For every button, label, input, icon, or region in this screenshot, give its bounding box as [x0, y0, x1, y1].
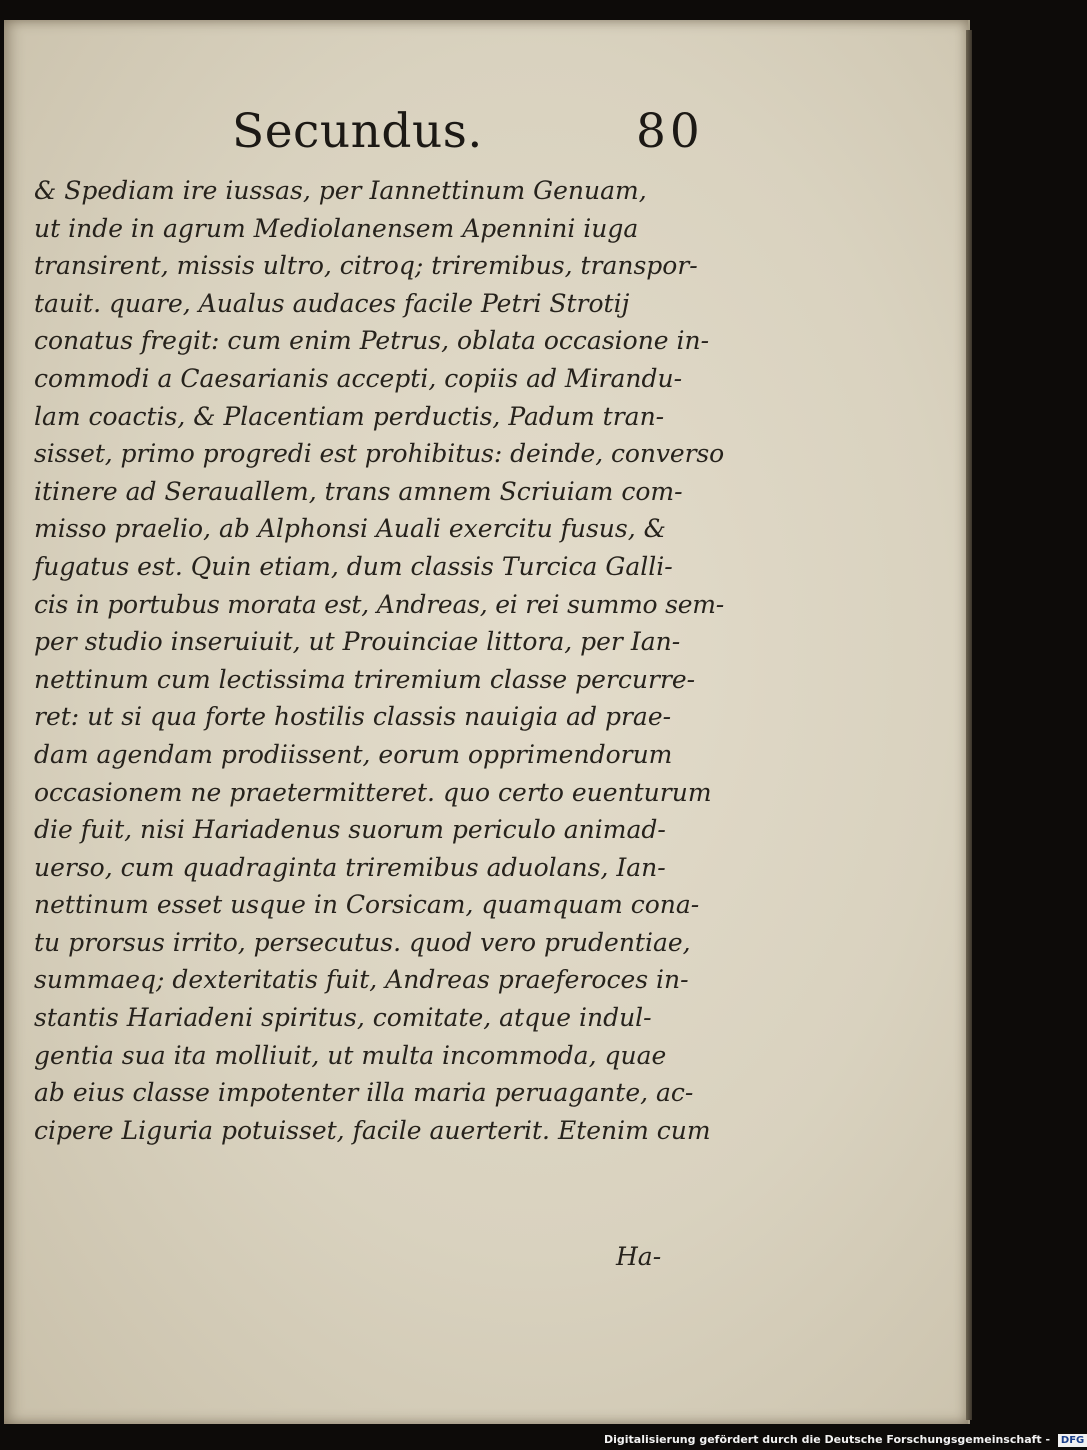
running-title: Secundus.: [232, 104, 483, 159]
page-header: [4, 104, 968, 174]
text-line: tu prorsus irrito, persecutus. quod vero prudentiae,: [34, 927, 691, 957]
page-edge: [966, 30, 972, 1420]
text-line: transirent, missis ultro, citroq; triremibus, transpor-: [34, 251, 698, 281]
text-line: uerso, cum quadraginta triremibus aduolans, Ian-: [34, 852, 666, 882]
text-line: die fuit, nisi Hariadenus suorum periculo animad-: [34, 815, 666, 845]
text-line: gentia sua ita molliuit, ut multa incommoda, quae: [34, 1040, 667, 1070]
credit-text: Digitalisierung gefördert durch die Deutsche Forschungsgemeinschaft -: [604, 1433, 1051, 1446]
text-line: itinere ad Serauallem, trans amnem Scriuiam com-: [34, 476, 683, 506]
text-line: ab eius classe impotenter illa maria peruagante, ac-: [34, 1078, 694, 1108]
text-line: sisset, primo progredi est prohibitus: deinde, converso: [34, 439, 725, 469]
text-line: cipere Liguria potuisset, facile auerterit. Etenim cum: [34, 1115, 711, 1145]
text-line: commodi a Caesarianis accepti, copiis ad Mirandu-: [34, 363, 683, 393]
text-line: summaeq; dexteritatis fuit, Andreas praeferoces in-: [34, 965, 689, 995]
text-line: stantis Hariadeni spiritus, comitate, atque indul-: [34, 1003, 652, 1033]
body-text: [34, 172, 724, 1149]
text-line: per studio inseruiuit, ut Prouinciae littora, per Ian-: [34, 627, 681, 657]
text-line: fugatus est. Quin etiam, dum classis Turcica Galli-: [34, 551, 673, 581]
dfg-logo: DFG: [1058, 1434, 1087, 1447]
digitization-credit: [604, 1430, 1087, 1450]
text-line: nettinum esset usque in Corsicam, quamquam cona-: [34, 890, 700, 920]
text-line: tauit. quare, Aualus audaces facile Petri Strotij: [34, 288, 630, 318]
page-number: 80: [636, 104, 704, 159]
text-line: misso praelio, ab Alphonsi Auali exercitu fusus, &: [34, 514, 666, 544]
catchword: Ha-: [616, 1242, 662, 1271]
text-line: & Spediam ire iussas, per Iannettinum Genuam,: [34, 176, 647, 205]
text-line: cis in portubus morata est, Andreas, ei rei summo sem-: [34, 589, 725, 619]
text-line: lam coactis, & Placentiam perductis, Padum tran-: [34, 401, 665, 431]
text-line: ut inde in agrum Mediolanensem Apennini iuga: [34, 213, 639, 243]
text-line: ret: ut si qua forte hostilis classis nauigia ad prae-: [34, 702, 672, 732]
book-page: [4, 20, 970, 1424]
text-line: nettinum cum lectissima triremium classe percurre-: [34, 664, 696, 694]
text-line: dam agendam prodiissent, eorum opprimendorum: [34, 739, 673, 769]
text-line: occasionem ne praetermitteret. quo certo euenturum: [34, 777, 712, 807]
text-line: conatus fregit: cum enim Petrus, oblata occasione in-: [34, 326, 710, 356]
